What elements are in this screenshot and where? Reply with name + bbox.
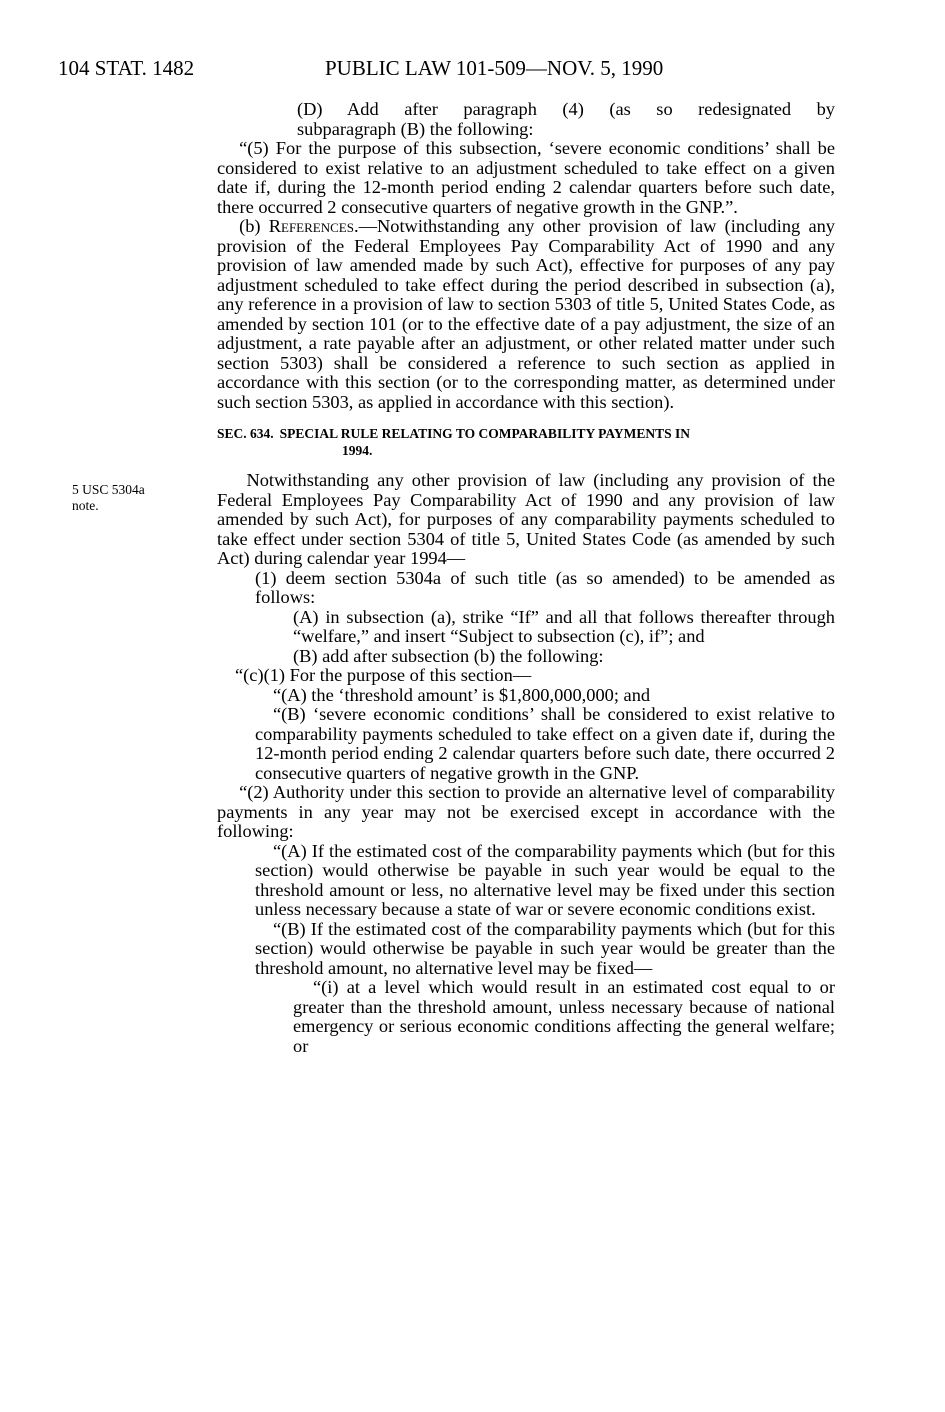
quoted-c1-a: “(A) the ‘threshold amount’ is $1,800,000,000; and: [273, 684, 651, 705]
section-intro: Notwithstanding any other provision of law (including any provision of the Federal Employees Pay Comparability Act of 1990 and any provision of law amended by such Act), for purposes of any comparability payments scheduled to take effect under section 5304 of title 5, United States Code (as amended by such Act) during calendar year 1994—: [217, 470, 835, 568]
quoted-c1-b: “(B) ‘severe economic conditions’ shall be considered to exist relative to comparability payments scheduled to take effect on a given date if, during the 12-month period ending 2 calendar quarters before such date, there occurred 2 consecutive quarters of negative growth in the GNP.: [255, 704, 835, 783]
paragraph-d: [297, 100, 835, 139]
quoted-c2-b: “(B) If the estimated cost of the comparability payments which (but for this section) would otherwise be payable in such year would be greater than the threshold amount, no alternative level may be fixed—: [255, 918, 835, 978]
subsection-b-prefix: (b): [239, 216, 269, 236]
quoted-c1: “(c)(1) For the purpose of this section—: [235, 665, 532, 685]
margin-citation: [72, 482, 192, 514]
paragraph-d-line1: (D) Add after paragraph (4) (as so redesignated by: [297, 99, 835, 119]
section-title-line2: 1994.: [342, 443, 373, 458]
paragraph-d-line2: subparagraph (B) the following:: [297, 118, 534, 139]
item-1: (1) deem section 5304a of such title (as so amended) to be amended as follows:: [255, 567, 835, 607]
section-title-line1: SPECIAL RULE RELATING TO COMPARABILITY PAYMENTS IN: [279, 426, 690, 441]
item-a: (A) in subsection (a), strike “If” and all that follows thereafter through “welfare,” and insert “Subject to subsection (c), if”; and: [293, 606, 835, 646]
margin-citation-line2: note.: [72, 498, 99, 513]
subsection-b-heading: References: [268, 216, 354, 236]
subsection-b: [217, 217, 835, 412]
item-b: (B) add after subsection (b) the following:: [293, 645, 604, 666]
quoted-c2-a: “(A) If the estimated cost of the comparability payments which (but for this section) would otherwise be payable in such year would be equal to the threshold amount or less, no alternative level may be fixed under this section unless necessary because a state of war or severe economic conditions exist.: [255, 840, 835, 919]
quoted-c2: “(2) Authority under this section to provide an alternative level of comparability payments in any year may not be exercised except in accordance with the following:: [217, 782, 835, 841]
margin-citation-line1: 5 USC 5304a: [72, 482, 145, 497]
quoted-c2-b-i: “(i) at a level which would result in an estimated cost equal to or greater than the threshold amount, unless necessary because of national emergency or serious economic conditions affecting the general welfare; or: [293, 977, 835, 1056]
running-head-law-title: PUBLIC LAW 101-509—NOV. 5, 1990: [325, 56, 664, 80]
subsection-b-text: .—Notwithstanding any other provision of law (including any provision of the Federal Employees Pay Comparability Act of 1990 and any provision of law amended made by such Act), effective for purposes of any pay adjustment scheduled to take effect during the period described in subsection (a), any reference in a provision of law to section 5303 of title 5, United States Code, as amended by section 101 (or to the effective date of a pay adjustment, the size of an adjustment, a rate payable after an adjustment, or other related matter under such section 5303) shall be considered a reference to such section as applied in accordance with this section (or to the corresponding matter, as determined under such section 5303, as applied in accordance with this section).: [217, 216, 835, 412]
page-reference: 104 STAT. 1482: [58, 56, 195, 80]
quoted-paragraph-5: “(5) For the purpose of this subsection, ‘severe economic conditions’ shall be considered to exist relative to an adjustment scheduled to take effect on a given date if, during the 12-month period ending 2 calendar quarters before such date, there occurred 2 consecutive quarters of negative growth in the GNP.”.: [217, 138, 835, 217]
section-heading: [217, 425, 835, 459]
section-number: SEC. 634.: [217, 426, 274, 441]
statute-text: [217, 100, 835, 1056]
